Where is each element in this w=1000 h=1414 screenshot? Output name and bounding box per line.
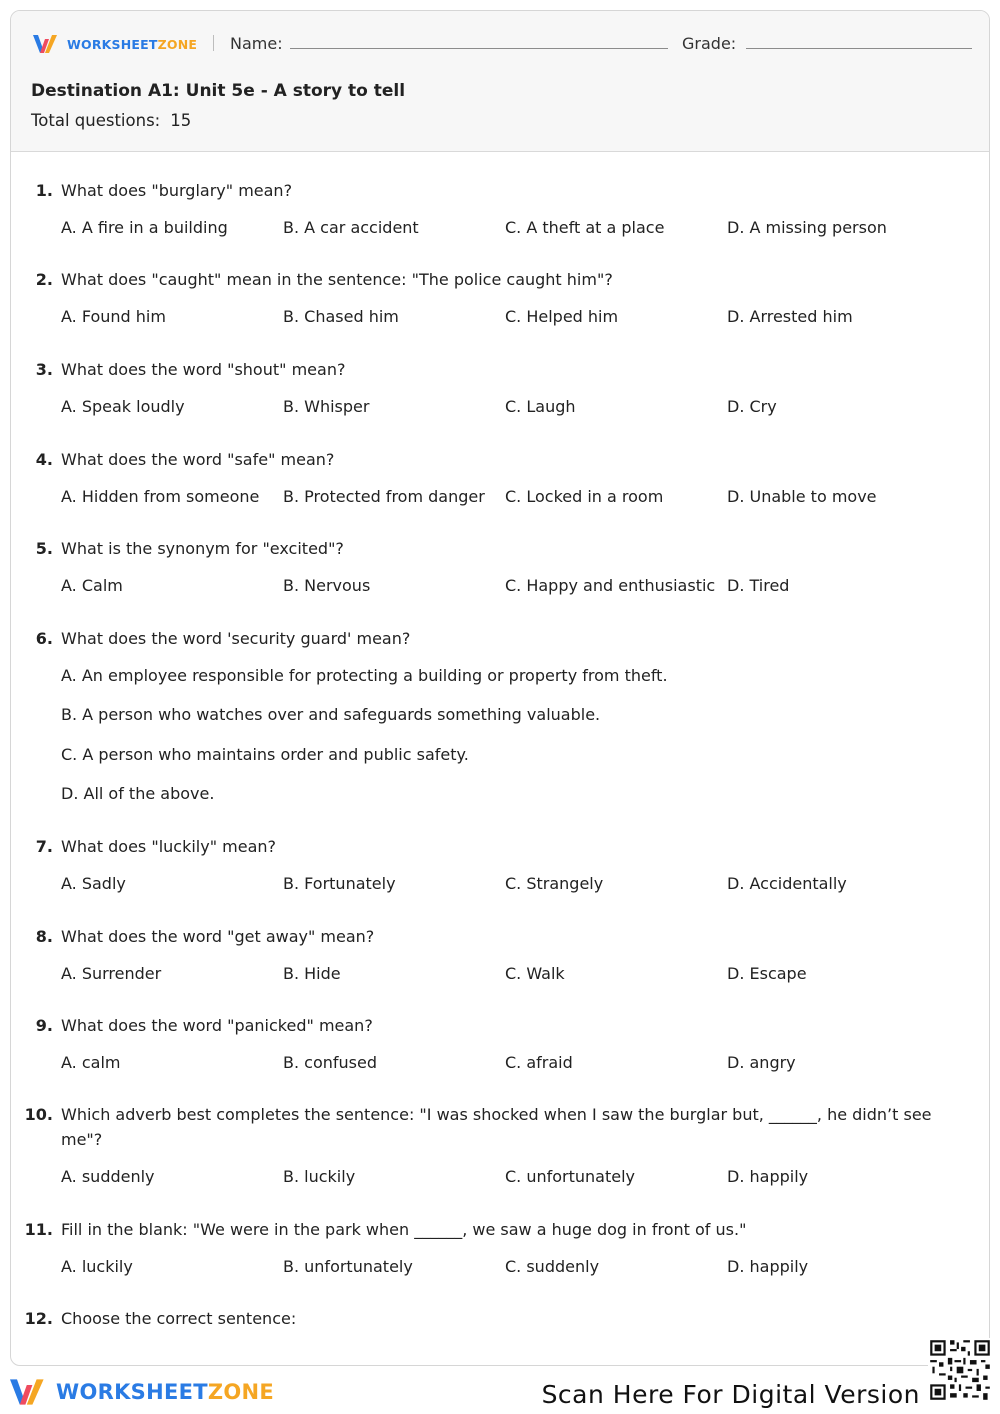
- brand-logo: [33, 33, 197, 55]
- option-a[interactable]: A. Hidden from someone: [61, 487, 260, 506]
- worksheet-header: [11, 11, 989, 152]
- option-b[interactable]: B. A car accident: [283, 218, 419, 237]
- option-b[interactable]: B. Chased him: [283, 307, 399, 326]
- option-c[interactable]: C. Locked in a room: [505, 487, 664, 506]
- option-b[interactable]: B. Whisper: [283, 397, 370, 416]
- option-d[interactable]: D. happily: [727, 1257, 809, 1276]
- option-a[interactable]: A. luckily: [61, 1257, 133, 1276]
- worksheet-sheet: [10, 10, 990, 1366]
- option-d[interactable]: D. Arrested him: [727, 307, 853, 326]
- total-questions-value: 15: [170, 111, 192, 130]
- worksheet-zone-logo-icon: [33, 33, 63, 55]
- option-d[interactable]: D. Unable to move: [727, 487, 877, 506]
- option-d[interactable]: D. A missing person: [727, 218, 887, 237]
- question-number: 5.: [35, 539, 53, 558]
- option-a[interactable]: A. Sadly: [61, 874, 126, 893]
- option-c[interactable]: C. afraid: [505, 1053, 573, 1072]
- question-number: 8.: [35, 927, 53, 946]
- question-number: 12.: [24, 1309, 53, 1328]
- option-a[interactable]: A. Calm: [61, 576, 123, 595]
- option-a[interactable]: A. Speak loudly: [61, 397, 185, 416]
- question-number: 1.: [35, 181, 53, 200]
- question-text: What does the word 'security guard' mean?: [61, 629, 411, 648]
- question-number: 3.: [35, 360, 53, 379]
- question-text: What does the word "shout" mean?: [61, 360, 346, 379]
- question-text: What does the word "panicked" mean?: [61, 1016, 373, 1035]
- question-number: 11.: [24, 1220, 53, 1239]
- option-d[interactable]: D. All of the above.: [61, 784, 215, 803]
- worksheet-title: Destination A1: Unit 5e - A story to tell: [31, 81, 406, 101]
- qr-code-icon[interactable]: [928, 1338, 992, 1402]
- total-questions-label: Total questions:: [31, 111, 161, 130]
- question-number: 7.: [35, 837, 53, 856]
- grade-label: Grade:: [682, 34, 737, 53]
- name-label: Name:: [230, 34, 283, 53]
- scan-for-digital-text: Scan Here For Digital Version: [541, 1380, 920, 1409]
- option-d[interactable]: D. Cry: [727, 397, 777, 416]
- option-c[interactable]: C. Helped him: [505, 307, 619, 326]
- option-a[interactable]: A. A fire in a building: [61, 218, 228, 237]
- total-questions: [31, 111, 191, 130]
- grade-field[interactable]: [746, 48, 972, 49]
- option-c[interactable]: C. A theft at a place: [505, 218, 665, 237]
- option-a[interactable]: A. calm: [61, 1053, 121, 1072]
- footer-logo-text-zone: ZONE: [207, 1380, 275, 1404]
- question-number: 10.: [24, 1105, 53, 1124]
- option-d[interactable]: D. Escape: [727, 964, 807, 983]
- question-text: What does "caught" mean in the sentence: "The police caught him"?: [61, 270, 613, 289]
- option-b[interactable]: B. unfortunately: [283, 1257, 413, 1276]
- question-number: 6.: [35, 629, 53, 648]
- option-c[interactable]: C. Strangely: [505, 874, 604, 893]
- name-field[interactable]: [290, 48, 668, 49]
- option-c[interactable]: C. suddenly: [505, 1257, 600, 1276]
- option-b[interactable]: B. Nervous: [283, 576, 371, 595]
- option-b[interactable]: B. luckily: [283, 1167, 356, 1186]
- option-c[interactable]: C. Walk: [505, 964, 565, 983]
- option-a[interactable]: A. Found him: [61, 307, 166, 326]
- option-b[interactable]: B. A person who watches over and safeguards something valuable.: [61, 705, 601, 724]
- question-number: 2.: [35, 270, 53, 289]
- question-text: What is the synonym for "excited"?: [61, 539, 344, 558]
- question-text: What does "burglary" mean?: [61, 181, 293, 200]
- option-a[interactable]: A. An employee responsible for protecting a building or property from theft.: [61, 666, 668, 685]
- question-text: What does the word "get away" mean?: [61, 927, 375, 946]
- option-a[interactable]: A. suddenly: [61, 1167, 155, 1186]
- option-b[interactable]: B. confused: [283, 1053, 377, 1072]
- logo-text-zone: ZONE: [157, 36, 198, 52]
- option-b[interactable]: B. Fortunately: [283, 874, 396, 893]
- question-text: Choose the correct sentence:: [61, 1309, 297, 1328]
- question-text: Which adverb best completes the sentence: "I was shocked when I saw the burglar but, ______, he didn’t see me"?: [61, 1105, 932, 1149]
- footer-logo-text-worksheet: WORKSHEET: [56, 1380, 208, 1404]
- option-c[interactable]: C. Laugh: [505, 397, 576, 416]
- option-a[interactable]: A. Surrender: [61, 964, 162, 983]
- footer-brand-logo: [10, 1376, 274, 1408]
- page-footer: [0, 1366, 1000, 1414]
- option-d[interactable]: D. happily: [727, 1167, 809, 1186]
- option-b[interactable]: B. Protected from danger: [283, 487, 485, 506]
- question-text: What does the word "safe" mean?: [61, 450, 335, 469]
- option-c[interactable]: C. A person who maintains order and public safety.: [61, 745, 469, 764]
- option-d[interactable]: D. Tired: [727, 576, 790, 595]
- question-number: 9.: [35, 1016, 53, 1035]
- question-text: What does "luckily" mean?: [61, 837, 277, 856]
- header-divider: [213, 35, 214, 51]
- question-text: Fill in the blank: "We were in the park when ______, we saw a huge dog in front of us.": [61, 1220, 747, 1239]
- question-number: 4.: [35, 450, 53, 469]
- option-c[interactable]: C. Happy and enthusiastic: [505, 576, 716, 595]
- option-d[interactable]: D. angry: [727, 1053, 796, 1072]
- logo-text-worksheet: WORKSHEET: [67, 36, 158, 52]
- option-d[interactable]: D. Accidentally: [727, 874, 847, 893]
- worksheet-zone-logo-icon: [10, 1376, 52, 1408]
- option-c[interactable]: C. unfortunately: [505, 1167, 636, 1186]
- option-b[interactable]: B. Hide: [283, 964, 341, 983]
